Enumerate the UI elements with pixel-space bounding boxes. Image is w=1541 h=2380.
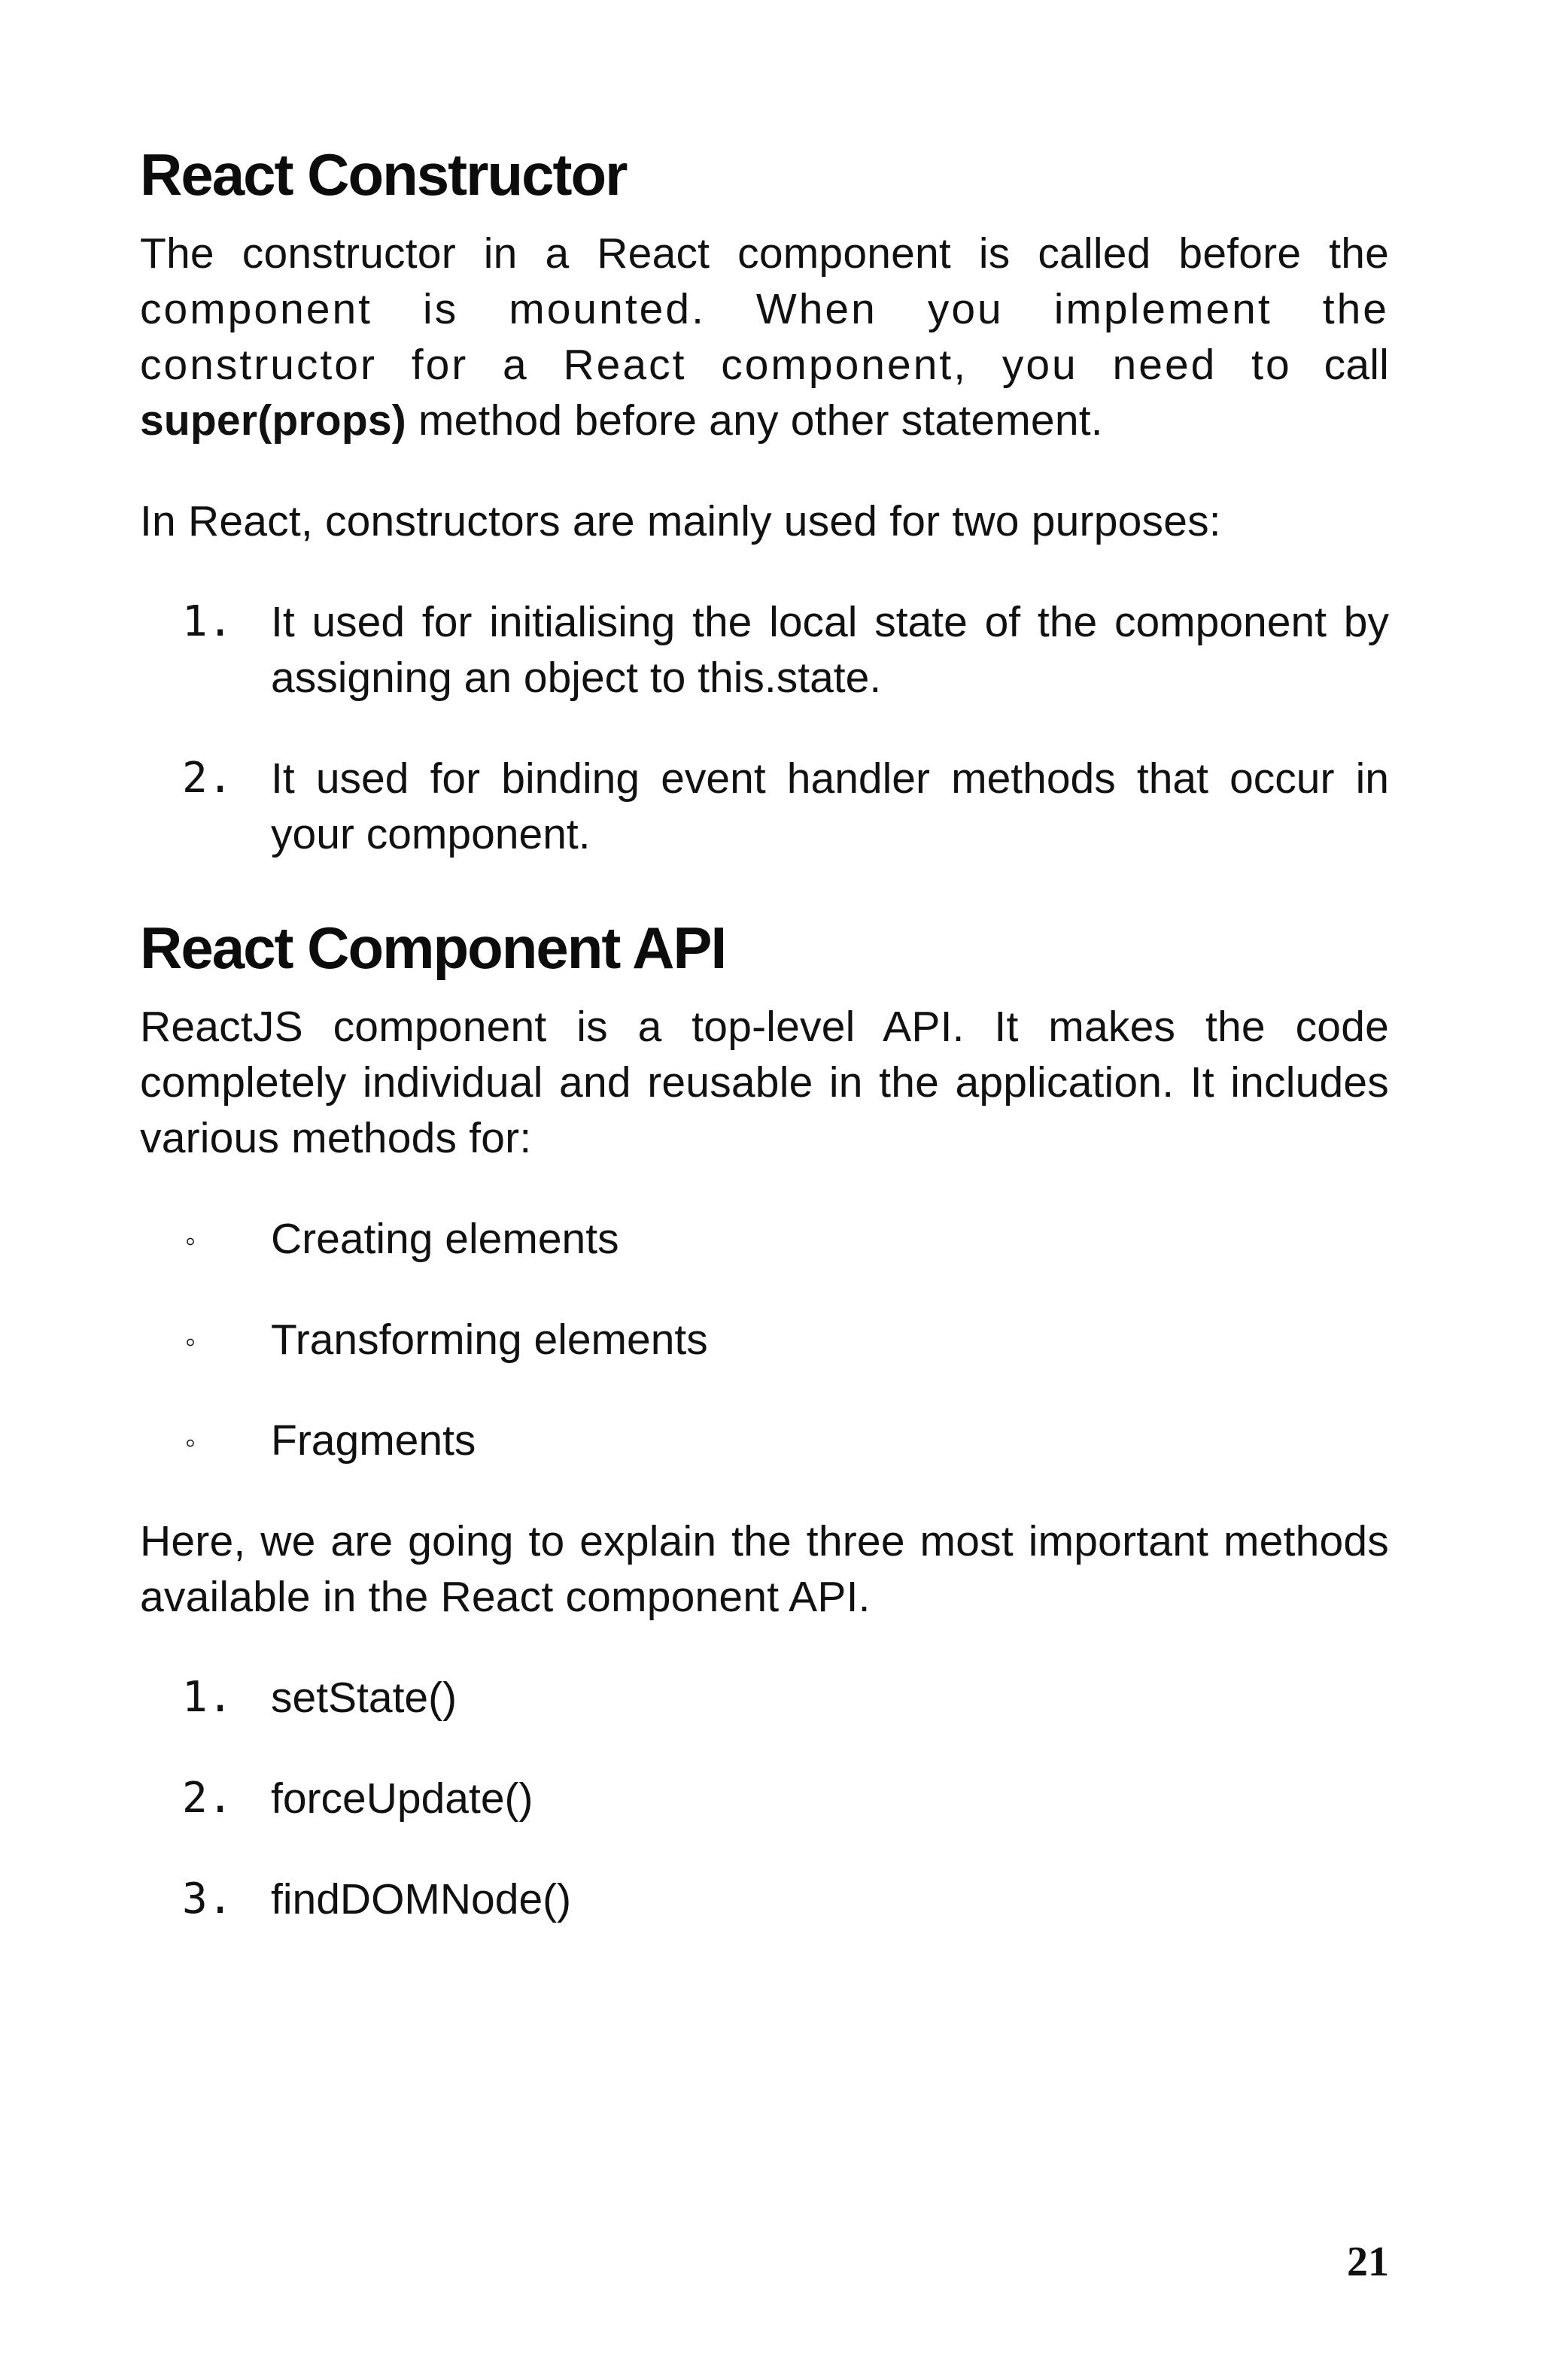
methods-intro: Here, we are going to explain the three most important methods available in the React component API.: [140, 1516, 1389, 1621]
heading-react-constructor: React Constructor: [140, 141, 627, 208]
intro-line-4-start: call: [1324, 340, 1389, 389]
constructor-intro-paragraph: [140, 226, 1389, 448]
heading-react-component-api: React Component API: [140, 914, 726, 981]
list-item: [140, 1413, 1389, 1468]
super-props-code: super(props): [140, 396, 406, 445]
list-item: [140, 1670, 1389, 1726]
list-item-text: Transforming elements: [271, 1315, 708, 1364]
list-item-text: forceUpdate(): [271, 1774, 533, 1823]
intro-line-3: constructor for a React component, you need to: [140, 340, 1292, 389]
list-marker: 3.: [182, 1874, 233, 1923]
list-item: [140, 1312, 1389, 1368]
intro-line-1: The constructor in a React component is called before the: [140, 229, 1389, 278]
list-marker: 2.: [182, 753, 233, 803]
list-item: [140, 1872, 1389, 1927]
list-item: [140, 1771, 1389, 1826]
api-bullet-list: [140, 1211, 1389, 1468]
purposes-intro: In React, constructors are mainly used for two purposes:: [140, 496, 1221, 545]
list-item: [140, 751, 1389, 862]
methods-list: [140, 1670, 1389, 1927]
list-item-text: findDOMNode(): [271, 1875, 572, 1923]
list-item-text: It used for initialising the local state of the component by assigning an object to this.state.: [271, 597, 1389, 702]
page-number: 21: [1347, 2239, 1389, 2285]
purposes-list: [140, 594, 1389, 862]
list-marker: 2.: [182, 1773, 233, 1823]
component-api-intro: ReactJS component is a top-level API. It makes the code completely individual and reusable in the application. It includes various methods for:: [140, 1002, 1389, 1162]
intro-line-4-end: method before any other statement.: [406, 396, 1103, 445]
list-item-text: Fragments: [271, 1416, 476, 1465]
list-item-text: Creating elements: [271, 1214, 619, 1263]
list-item-text: It used for binding event handler methods that occur in your component.: [271, 754, 1389, 858]
document-page: [140, 143, 1389, 1927]
list-item-text: setState(): [271, 1673, 457, 1722]
list-item: [140, 594, 1389, 706]
bullet-marker: ◦: [185, 1325, 196, 1358]
list-marker: 1.: [182, 1672, 233, 1722]
list-marker: 1.: [182, 597, 233, 646]
bullet-marker: ◦: [185, 1224, 196, 1258]
intro-line-2: component is mounted. When you implement the: [140, 284, 1389, 333]
list-item: [140, 1211, 1389, 1267]
bullet-marker: ◦: [185, 1425, 196, 1459]
